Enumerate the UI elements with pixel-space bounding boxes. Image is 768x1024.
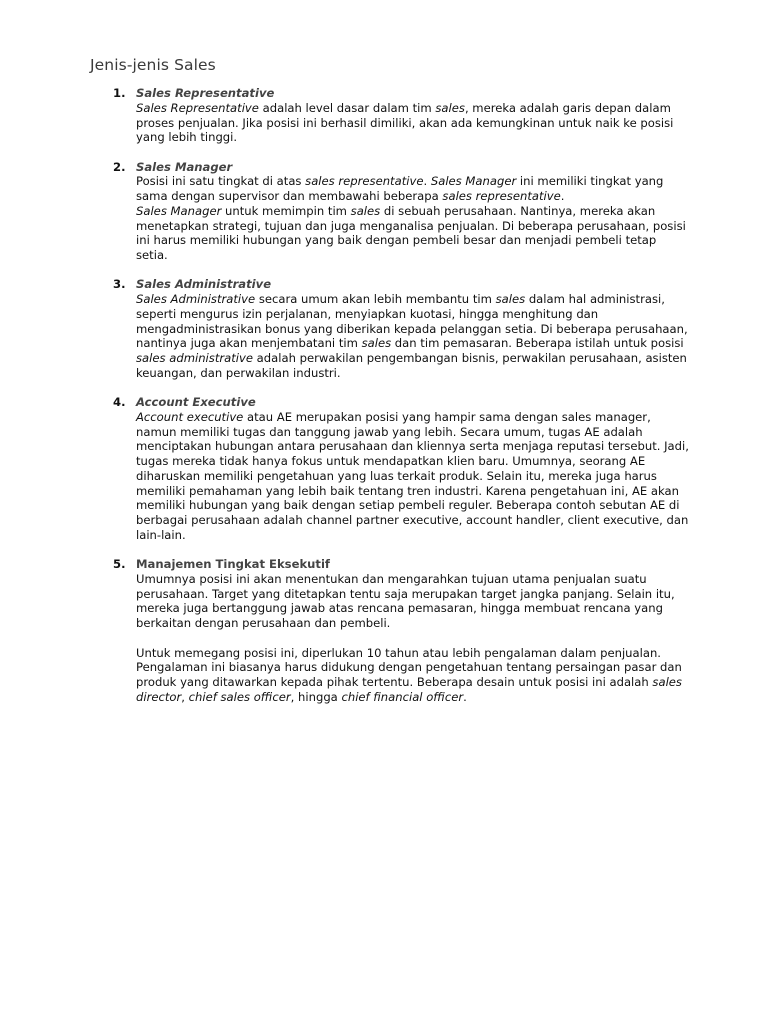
item-number: 3. [113, 277, 126, 292]
text-segment: atau AE merupakan posisi yang hampir sama dengan sales manager, namun memiliki tugas dan tanggung jawab yang lebih. Secara umum, tugas AE adalah menciptakan hubungan antara perusahaan dan kliennya serta menjaga reputasi tersebut. Jadi, tugas mereka tidak hanya fokus untuk mendapatkan klien baru. Umumnya, seorang AE diharuskan memiliki pengetahuan yang luas terkait produk. Selain itu, mereka juga harus memiliki pemahaman yang lebih baik tentang tren industri. Karena pengetahuan ini, AE akan memiliki hubungan yang baik dengan setiap pembeli reguler. Beberapa contoh sebutan AE di berbagai perusahaan adalah channel partner executive, account handler, client executive, dan lain-lain. [136, 409, 689, 542]
list-item [110, 160, 690, 263]
italic-term: Sales Manager [430, 174, 517, 189]
item-paragraph [136, 101, 690, 145]
item-heading: Account Executive [136, 395, 256, 409]
italic-term: Sales Administrative [136, 292, 256, 306]
list-item [110, 395, 690, 543]
text-segment: dalam hal administrasi, seperti mengurus izin perjalanan, menyiapkan kuotasi, hingga menghitung dan mengadministrasikan bonus yang diberikan kepada pelanggan setia. Di beberapa perusahaan, nantinya juga akan menjembatani tim [136, 292, 688, 351]
italic-term: Sales Representative [136, 100, 259, 115]
italic-term: sales administrative [136, 351, 253, 365]
italic-term: sales [495, 292, 526, 306]
italic-term: sales [361, 336, 392, 351]
text-segment: secara umum akan lebih membantu tim [255, 292, 496, 306]
item-number: 5. [113, 557, 126, 571]
text-segment: Untuk memegang posisi ini, diperlukan 10 tahun atau lebih pengalaman dalam penjualan. Pengalaman ini biasanya harus didukung dengan pengetahuan tentang persaingan pasar dan produk yang ditawarkan kepada pihak tertentu. Beberapa desain untuk posisi ini adalah [136, 645, 682, 689]
text-segment: adalah level dasar dalam tim [258, 100, 436, 115]
italic-term: sales representative [305, 174, 424, 189]
item-number: 1. [113, 86, 126, 100]
italic-term: chief sales officer [188, 689, 291, 704]
text-segment: . [423, 174, 431, 189]
sales-types-list [110, 86, 690, 719]
text-segment: ini memiliki tingkat yang sama dengan supervisor dan membawahi beberapa [136, 174, 664, 203]
item-heading: Sales Administrative [136, 277, 272, 292]
italic-term: sales representative [442, 189, 561, 203]
item-paragraph [136, 174, 690, 263]
list-item [110, 557, 690, 705]
text-segment: untuk memimpin tim [221, 203, 351, 218]
text-segment: dan tim pemasaran. Beberapa istilah untuk posisi [391, 336, 684, 351]
item-paragraph [136, 572, 690, 631]
item-number: 4. [113, 395, 126, 409]
item-heading: Sales Representative [136, 86, 275, 100]
item-paragraph [136, 292, 690, 381]
text-segment: , mereka adalah garis depan dalam proses penjualan. Jika posisi ini berhasil dimiliki, akan ada kemungkinan untuk naik ke posisi yang lebih tinggi. [136, 100, 674, 145]
italic-term: chief financial officer [341, 689, 464, 704]
italic-term: Sales Manager [136, 203, 222, 218]
item-heading: Sales Manager [136, 159, 233, 174]
text-segment: Posisi ini satu tingkat di atas [136, 174, 306, 189]
text-segment: . [560, 189, 565, 203]
list-item [110, 86, 690, 145]
text-segment: Umumnya posisi ini akan menentukan dan mengarahkan tujuan utama penjualan suatu perusahaan. Target yang ditetapkan tentu saja merupakan target jangka panjang. Selain itu, mereka juga bertanggung jawab atas rencana pemasaran, hingga membuat rencana yang berkaitan dengan perusahaan dan pembeli. [136, 571, 675, 630]
italic-term: sales [435, 100, 465, 115]
italic-term: sales [350, 203, 381, 218]
italic-term: sales director [136, 675, 682, 704]
text-segment: . [463, 689, 467, 704]
text-segment: adalah perwakilan pengembangan bisnis, perwakilan perusahaan, asisten keuangan, dan perwakilan industri. [136, 351, 687, 380]
text-segment: , [181, 689, 189, 704]
item-paragraph [136, 410, 690, 543]
item-paragraph [136, 646, 690, 705]
list-item [110, 277, 690, 380]
item-number: 2. [113, 159, 126, 174]
text-segment: , hingga [290, 689, 342, 704]
text-segment: di sebuah perusahaan. Nantinya, mereka akan menetapkan strategi, tujuan dan juga menganalisa penjualan. Di beberapa perusahaan, posisi ini harus memiliki hubungan yang baik dengan pembeli besar dan menjadi pembeli tetap setia. [136, 203, 686, 262]
italic-term: Account executive [136, 409, 244, 424]
item-heading: Manajemen Tingkat Eksekutif [136, 557, 330, 571]
document-title: Jenis-jenis Sales [90, 56, 216, 74]
